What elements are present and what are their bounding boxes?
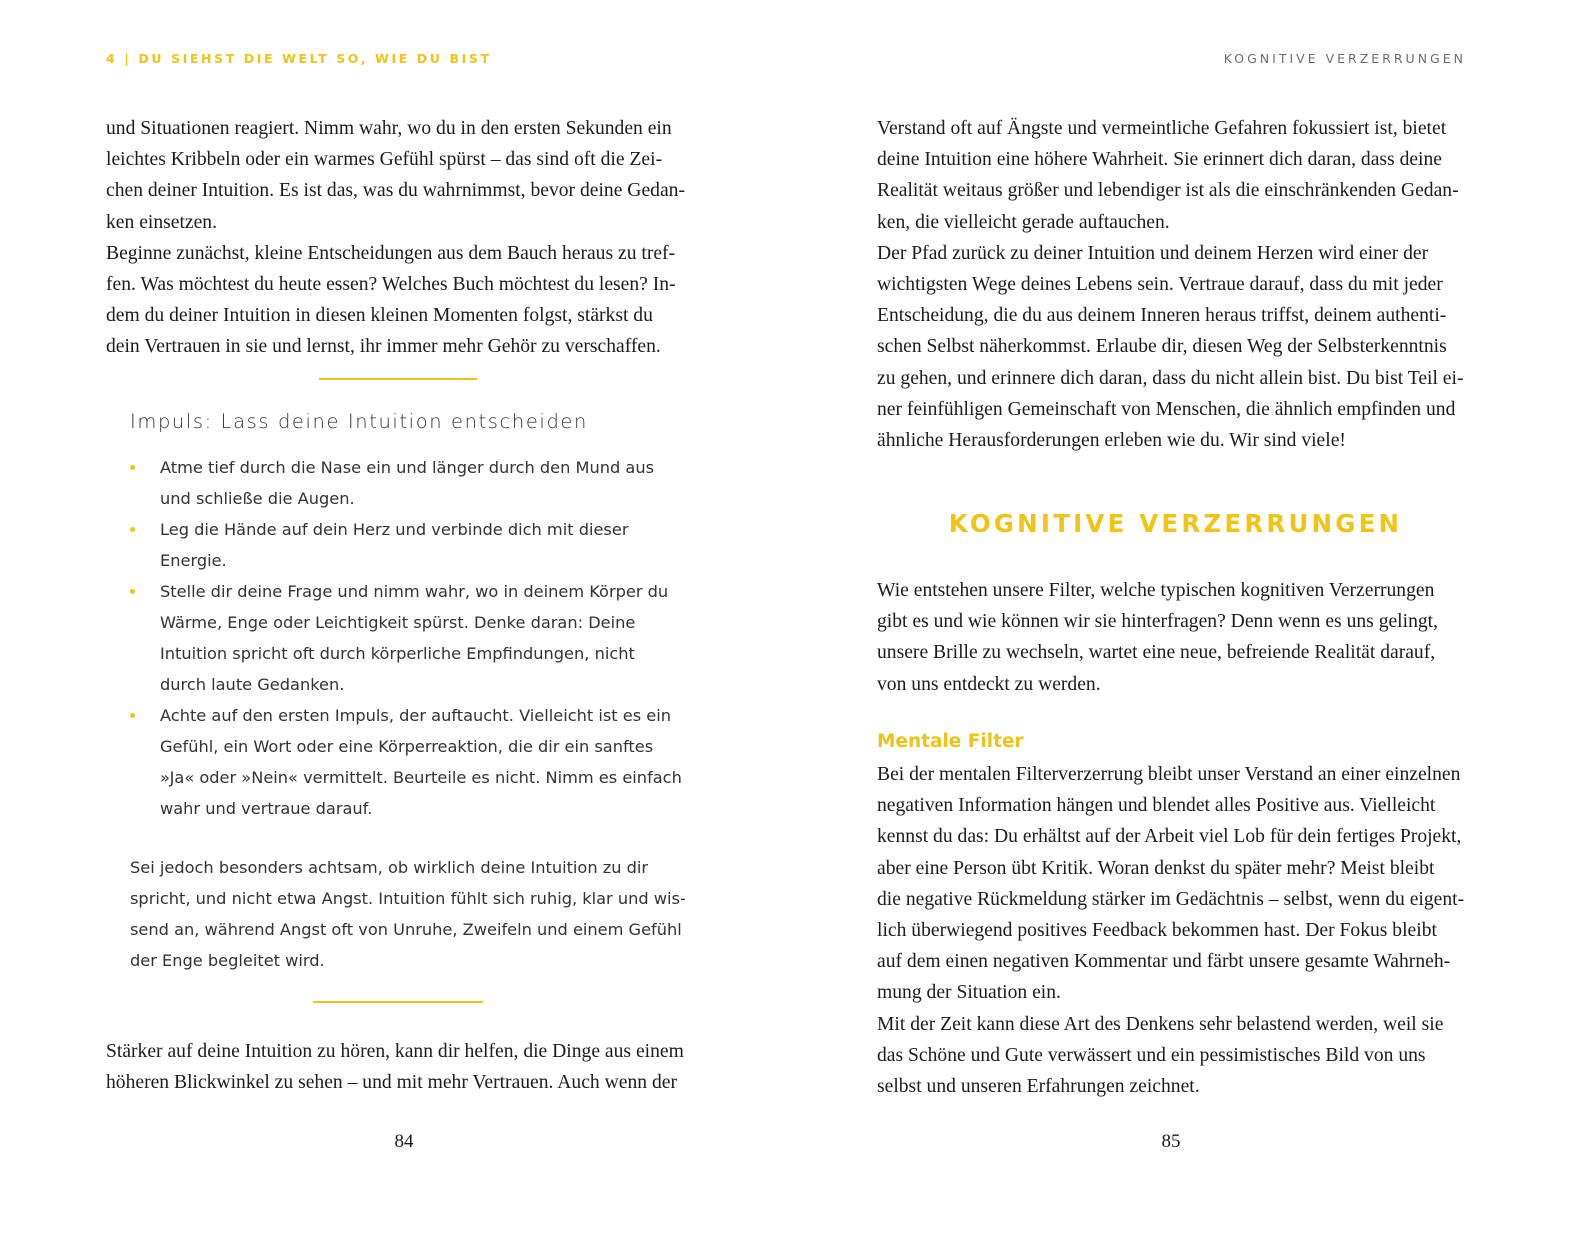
- text-line: Realität weitaus größer und lebendiger ist als die einschränkenden Gedan-: [877, 180, 1459, 202]
- impulse-bullet-list: [130, 452, 690, 824]
- divider-rule-bottom: [313, 1001, 483, 1003]
- text-line: Beginne zunächst, kleine Entscheidungen aus dem Bauch heraus zu tref-: [106, 242, 676, 264]
- text-line: schen Selbst näherkommst. Erlaube dir, diesen Weg der Selbsterkenntnis: [877, 336, 1447, 358]
- text-line: selbst und unseren Erfahrungen zeichnet.: [877, 1076, 1200, 1098]
- text-line: ken, die vielleicht gerade auftauchen.: [877, 211, 1170, 233]
- list-item: [130, 452, 690, 514]
- text-line: unsere Brille zu wechseln, wartet eine neue, befreiende Realität darauf,: [877, 642, 1436, 664]
- page-number-left: 84: [394, 1131, 414, 1152]
- text-line: die negative Rückmeldung stärker im Gedächtnis – selbst, wenn du eigent-: [877, 888, 1465, 910]
- text-line: lich überwiegend positives Feedback bekommen hast. Der Fokus bleibt: [877, 920, 1437, 942]
- text-line: deine Intuition eine höhere Wahrheit. Sie erinnert dich daran, dass deine: [877, 149, 1442, 171]
- impulse-note: [130, 852, 690, 976]
- text-line: negativen Information hängen und blendet alles Positive aus. Vielleicht: [877, 795, 1436, 817]
- text-line: Sei jedoch besonders achtsam, ob wirklich deine Intuition zu dir: [130, 858, 649, 877]
- text-line: Wärme, Enge oder Leichtigkeit spürst. Denke daran: Deine: [160, 613, 636, 632]
- text-line: Mit der Zeit kann diese Art des Denkens sehr belastend werden, weil sie: [877, 1013, 1444, 1035]
- right-intro-text: [877, 113, 1474, 456]
- text-line: mung der Situation ein.: [877, 982, 1061, 1004]
- page-number-right: 85: [1161, 1131, 1181, 1152]
- text-line: fen. Was möchtest du heute essen? Welches Buch möchtest du lesen? In-: [106, 274, 676, 296]
- text-line: »Ja« oder »Nein« vermittelt. Beurteile es nicht. Nimm es einfach: [160, 768, 682, 787]
- text-line: der Enge begleitet wird.: [130, 951, 325, 970]
- text-line: durch laute Gedanken.: [160, 675, 345, 694]
- text-line: aber eine Person übt Kritik. Woran denkst du später mehr? Meist bleibt: [877, 857, 1435, 879]
- right-page: [797, 0, 1594, 1240]
- text-line: Bei der mentalen Filterverzerrung bleibt unser Verstand an einer einzelnen: [877, 764, 1461, 785]
- list-item: [130, 576, 690, 700]
- subsection-text: [877, 759, 1474, 1102]
- text-line: dein Vertrauen in sie und lernst, ihr immer mehr Gehör zu verschaffen.: [106, 336, 661, 358]
- section-heading: KOGNITIVE VERZERRUNGEN: [948, 509, 1403, 538]
- text-line: Wie entstehen unsere Filter, welche typischen kognitiven Verzerrungen: [877, 580, 1435, 601]
- text-line: ner feinfühligen Gemeinschaft von Menschen, die ähnlich empfinden und: [877, 398, 1456, 420]
- bullet-icon: [130, 589, 135, 594]
- text-line: Stärker auf deine Intuition zu hören, kann dir helfen, die Dinge aus einem: [106, 1041, 684, 1062]
- text-line: dem du deiner Intuition in diesen kleinen Momenten folgst, stärkst du: [106, 305, 653, 327]
- list-item: [130, 514, 690, 576]
- text-line: und Situationen reagiert. Nimm wahr, wo du in den ersten Sekunden ein: [106, 118, 672, 139]
- text-line: und schließe die Augen.: [160, 489, 355, 508]
- text-line: ähnliche Herausforderungen erleben wie du. Wir sind viele!: [877, 430, 1346, 452]
- text-line: Leg die Hände auf dein Herz und verbinde dich mit dieser: [160, 520, 629, 539]
- bullet-icon: [130, 713, 135, 718]
- text-line: auf dem einen negativen Kommentar und färbt unsere gesamte Wahrneh-: [877, 951, 1451, 973]
- text-line: kennst du das: Du erhältst auf der Arbeit viel Lob für dein fertiges Projekt,: [877, 826, 1462, 848]
- text-line: Achte auf den ersten Impuls, der auftaucht. Vielleicht ist es ein: [160, 706, 672, 725]
- text-line: höheren Blickwinkel zu sehen – und mit mehr Vertrauen. Auch wenn der: [106, 1072, 677, 1094]
- text-line: wichtigsten Wege deines Lebens sein. Vertraue darauf, dass du mit jeder: [877, 274, 1443, 296]
- text-line: ken einsetzen.: [106, 211, 217, 233]
- bullet-icon: [130, 527, 135, 532]
- subsection-heading: Mentale Filter: [877, 731, 1024, 752]
- text-line: zu gehen, und erinnere dich daran, dass du nicht allein bist. Du bist Teil ei-: [877, 367, 1464, 389]
- running-head-right: KOGNITIVE VERZERRUNGEN: [1223, 51, 1466, 66]
- text-line: gibt es und wie können wir sie hinterfragen? Denn wenn es uns gelingt,: [877, 611, 1439, 633]
- text-line: Gefühl, ein Wort oder eine Körperreaktion, die dir ein sanftes: [160, 737, 654, 756]
- running-head-left: 4 | DU SIEHST DIE WELT SO, WIE DU BIST: [106, 51, 492, 66]
- list-item: [130, 700, 690, 824]
- section-intro-text: [877, 575, 1474, 700]
- impulse-box-title: Impuls: Lass deine Intuition entscheiden: [130, 410, 588, 433]
- text-line: leichtes Kribbeln oder ein warmes Gefühl spürst – das sind oft die Zei-: [106, 149, 663, 171]
- text-line: von uns entdeckt zu werden.: [877, 673, 1101, 695]
- divider-rule-top: [319, 378, 477, 380]
- text-line: das Schöne und Gute verwässert und ein pessimistisches Bild von uns: [877, 1044, 1426, 1066]
- bullet-icon: [130, 465, 135, 470]
- text-line: Der Pfad zurück zu deiner Intuition und deinem Herzen wird einer der: [877, 242, 1429, 264]
- text-line: Atme tief durch die Nase ein und länger durch den Mund aus: [160, 458, 655, 477]
- text-line: wahr und vertraue darauf.: [160, 799, 373, 818]
- text-line: send an, während Angst oft von Unruhe, Zweifeln und einem Gefühl: [130, 920, 682, 939]
- text-line: Intuition spricht oft durch körperliche Empfindungen, nicht: [160, 644, 635, 663]
- text-line: Stelle dir deine Frage und nimm wahr, wo in deinem Körper du: [160, 582, 669, 601]
- text-line: spricht, und nicht etwa Angst. Intuition fühlt sich ruhig, klar und wis-: [130, 889, 686, 908]
- left-closing-text: [106, 1036, 704, 1098]
- text-line: Verstand oft auf Ängste und vermeintliche Gefahren fokussiert ist, bietet: [877, 118, 1447, 139]
- text-line: Energie.: [160, 551, 227, 570]
- left-intro-text: [106, 113, 704, 363]
- text-line: chen deiner Intuition. Es ist das, was du wahrnimmst, bevor deine Gedan-: [106, 180, 685, 202]
- text-line: Entscheidung, die du aus deinem Inneren heraus triffst, deinem authenti-: [877, 305, 1447, 327]
